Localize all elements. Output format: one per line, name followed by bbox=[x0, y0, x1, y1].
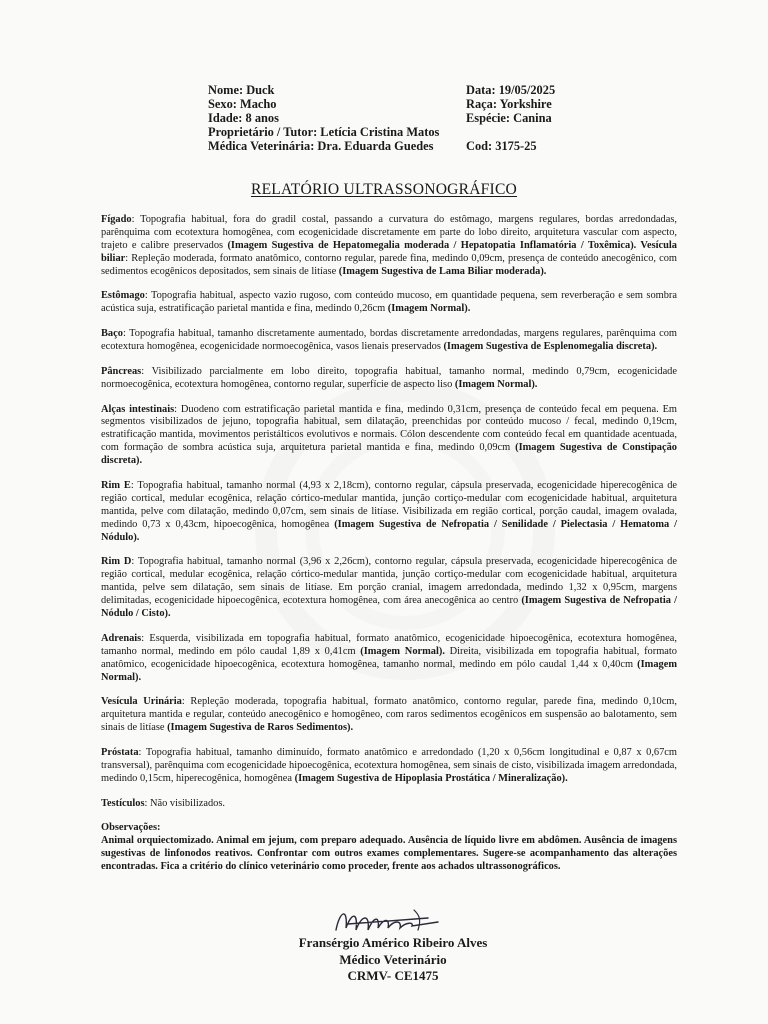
section-conclusion: (Imagem Sugestiva de Nefropatia / Senilidade / Pielectasia / Hematoma / Nódulo). bbox=[101, 518, 677, 543]
section-text: : Topografia habitual, tamanho normal (4,93 x 2,18cm), contorno regular, cápsula preservada, ecogenicidade hiperecogênica de região cortical, medular ecogênica, relação córtico-medular mantida, junção cortiço-medular com ecogenicidade habitual, arquitetura mantida, pelve com dilatação, medindo 0,07cm, sem sinais de litíase. Visibilizada em região cortical, porção caudal, imagem ovalada, medindo 0,73 x 0,43cm, hipoecogênica, homogênea bbox=[101, 479, 678, 530]
section-conclusion: (Imagem Normal). bbox=[454, 378, 538, 390]
section-conclusion: (Imagem Sugestiva de Nefropatia / Nódulo / Cisto). bbox=[101, 595, 677, 619]
section-label: Pâncreas bbox=[101, 365, 142, 377]
section-label: Estômago bbox=[101, 290, 145, 302]
section-label: Rim E bbox=[101, 479, 131, 491]
section-text: : Topografia habitual, tamanho diminuído, formato anatômico e arredondado (1,20 x 0,56cm longitudinal e 0,87 x 0,67cm transversal), parênquima com ecogenicidade hipoecogênica, ecotextura homogênea, sem sinais de cisto, visibilizada imagem arredondada, medindo 0,15cm, hiperecogênica, homogênea bbox=[101, 746, 677, 784]
handwritten-signature bbox=[318, 900, 468, 940]
section-conclusion: (Imagem Normal). bbox=[387, 303, 471, 315]
section-rim-e bbox=[101, 480, 677, 545]
section-conclusion: (Imagem Sugestiva de Raros Sedimentos). bbox=[167, 722, 354, 734]
section-testiculos bbox=[101, 798, 677, 811]
section-label: Próstata bbox=[101, 746, 139, 758]
section-figado bbox=[101, 214, 677, 279]
signer-name: Fransérgio Américo Ribeiro Alves bbox=[298, 935, 488, 950]
section-prostata bbox=[101, 747, 677, 786]
section-text: : Topografia habitual, tamanho normal (3,96 x 2,26cm), contorno regular, cápsula preservada, ecogenicidade hiperecogênica de região cortical, medular ecogênica, relação córtico-medular mantida, junção cortiço-medular com ecogenicidade habitual, arquitetura mantida, pelve sem dilatação, sem sinais de litíase. Em porção cranial, imagem arredondada, medindo 1,32 x 0,95cm, margens delimitadas, ecogenicidade hipoecogênica, ecotextura homogênea, com área anecogênica ao centro bbox=[101, 556, 677, 607]
section-label: Adrenais bbox=[101, 632, 142, 644]
patient-sex: Sexo: Macho bbox=[208, 97, 277, 111]
section-conclusion: (Imagem Sugestiva de Hepatomegalia moderada / Hepatopatia Inflamatória / Toxêmica). bbox=[227, 239, 637, 251]
section-text-vesicula-biliar: : Repleção moderada, formato anatômico, contorno regular, parede fina, medindo 0,09cm, presença de conteúdo anecogênico, com sedimentos ecogênicos depositados, sem sinais de litíase bbox=[101, 252, 677, 277]
section-estomago bbox=[101, 290, 677, 316]
section-label: Fígado bbox=[101, 214, 132, 225]
section-vesicula-urinaria bbox=[101, 696, 677, 735]
section-conclusion: (Imagem Sugestiva de Constipação discreta). bbox=[101, 442, 677, 467]
veterinarian-name: Médica Veterinária: Dra. Eduarda Guedes bbox=[208, 139, 434, 153]
exam-date: Data: 19/05/2025 bbox=[466, 83, 556, 97]
section-conclusion-vesicula-biliar: (Imagem Sugestiva de Lama Biliar moderada). bbox=[338, 265, 547, 277]
patient-header bbox=[208, 83, 568, 153]
section-baco bbox=[101, 328, 677, 354]
signature-block bbox=[228, 935, 558, 985]
section-text: : Topografia habitual, tamanho discretamente aumentado, bordas discretamente arredondadas, margens regulares, parênquima com ecotextura homogênea, ecogenicidade normoecogênica, vasos lienais preservados bbox=[101, 328, 677, 353]
patient-species: Espécie: Canina bbox=[466, 111, 552, 125]
section-text: : Topografia habitual, fora do gradil costal, passando a curvatura do estômago, margens regulares, bordas arredondadas, parênquima com ecotextura homogênea, com ecogenicidade discretamente em parte do lobo direito, arquitetura vascular com aspecto, trajeto e calibre preservados bbox=[101, 214, 677, 251]
section-label: Vesícula Urinária bbox=[101, 696, 182, 708]
exam-code: Cod: 3175-25 bbox=[466, 139, 537, 153]
section-adrenais bbox=[101, 633, 677, 685]
observations-title: Observações: bbox=[101, 822, 161, 834]
section-text: : Não visibilizados. bbox=[144, 797, 226, 809]
report-body bbox=[101, 214, 677, 874]
section-conclusion: (Imagem Sugestiva de Hipoplasia Prostática / Mineralização). bbox=[294, 772, 568, 784]
section-text: : Duodeno com estratificação parietal mantida e fina, medindo 0,31cm, presença de conteúdo fecal em pequena. Em segmentos visibilizados de jejuno, topografia habitual, sem dilatação, preenchidas por conteúdo mucoso / fecal, medindo 0,19cm, estratificação mantida, movimentos peristálticos evolutivos e normais. Cólon descendente com conteúdo fecal em quantidade acentuada, com formação de sombra acústica suja, arquitetura parietal mantida e fina, medindo 0,09cm bbox=[101, 403, 678, 454]
section-label-vesicula-biliar: Vesícula biliar bbox=[101, 239, 677, 264]
section-text: : Topografia habitual, aspecto vazio rugoso, com conteúdo mucoso, em quantidade pequena, sem reverberação e sem sombra acústica suja, estratificação parietal mantida e fina, medindo 0,26cm bbox=[101, 290, 677, 315]
section-alcas-intestinais bbox=[101, 404, 677, 469]
section-label: Testículos bbox=[101, 797, 145, 809]
section-conclusion: (Imagem Sugestiva de Esplenomegalia discreta). bbox=[443, 341, 658, 353]
section-text: : Esquerda, visibilizada em topografia habitual, formato anatômico, ecogenicidade hipoecogênica, ecotextura homogênea, tamanho normal, medindo em pólo caudal 1,89 x 0,41cm bbox=[101, 632, 677, 657]
section-label: Rim D bbox=[101, 556, 132, 568]
patient-age: Idade: 8 anos bbox=[208, 111, 279, 125]
report-title: RELATÓRIO ULTRASSONOGRÁFICO bbox=[250, 181, 518, 198]
signer-registration: CRMV- CE1475 bbox=[347, 968, 439, 983]
section-text: : Visibilizado parcialmente em lobo direito, topografia habitual, tamanho normal, medindo 0,79cm, ecogenicidade normoecogênica, ecotextura homogênea, contorno regular, superfície de aspecto liso bbox=[101, 365, 677, 390]
patient-breed: Raça: Yorkshire bbox=[466, 97, 552, 111]
section-text: : Repleção moderada, topografia habitual, formato anatômico, contorno regular, parede fina, medindo 0,10cm, arquitetura mantida e regular, conteúdo anecogênico e homogêneo, com raros sedimentos ecogênicos em suspensão ao balotamento, sem sinais de litíase bbox=[101, 696, 677, 734]
section-conclusion-direita: (Imagem Normal). bbox=[101, 658, 677, 683]
section-rim-d bbox=[101, 556, 677, 621]
owner-name: Proprietário / Tutor: Letícia Cristina Matos bbox=[208, 125, 440, 139]
observations bbox=[101, 822, 677, 874]
observations-text: Animal orquiectomizado. Animal em jejum, com preparo adequado. Ausência de líquido livre em abdômen. Ausência de imagens sugestivas de linfonodos reativos. Confrontar com outros exames complementares. Sugere-se acompanhamento das alterações encontradas. Fica a critério do clínico veterinário como proceder, frente aos achados ultrassonográficos. bbox=[101, 835, 677, 873]
section-conclusion: (Imagem Normal). bbox=[360, 645, 445, 657]
section-text-direita: Direita, visibilizada em topografia habitual, formato anatômico, ecogenicidade hipoecogênica, ecotextura homogênea, tamanho normal, medindo em pólo caudal 1,44 x 0,40cm bbox=[101, 645, 677, 670]
section-label: Alças intestinais bbox=[101, 403, 175, 415]
section-label: Baço bbox=[101, 328, 123, 340]
patient-name: Nome: Duck bbox=[208, 83, 275, 97]
section-pancreas bbox=[101, 366, 677, 392]
signer-role: Médico Veterinário bbox=[339, 951, 447, 967]
